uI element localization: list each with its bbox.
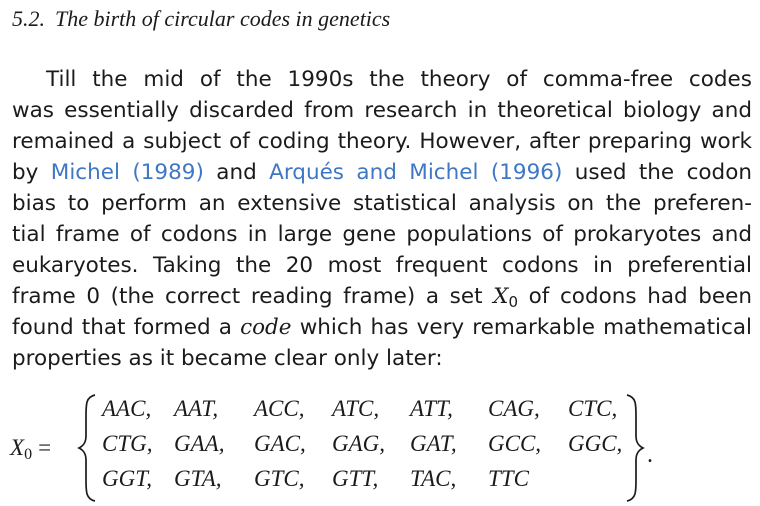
codon: GGT, [102,466,153,491]
equation-lhs [10,435,51,464]
codon: GGC, [568,431,623,456]
codon: TTC [488,466,529,491]
codon: TAC, [410,466,457,491]
section-title: The birth of circular codes in genetics [55,6,391,31]
paragraph-line [12,281,752,312]
codon: GTT, [332,466,379,491]
codon: GAG, [332,431,386,456]
text-span: by [12,160,51,185]
codon: GAA, [174,431,225,456]
codon: CAG, [488,396,540,421]
text-span: used the codon [562,160,752,185]
section-heading [12,6,390,32]
codon: AAC, [102,396,152,421]
set-subscript: 0 [508,293,519,311]
section-number: 5.2. [12,6,45,31]
paragraph-line: was essentially discarded from research in theoretical biology and [12,98,752,123]
paragraph-line: tial frame of codons in large gene populations of prokaryotes and [12,222,752,247]
text-span: frame 0 (the correct reading frame) a set [12,284,494,309]
equation-subscript: 0 [24,446,33,463]
right-brace-icon [624,392,646,504]
set-symbol: X [493,284,509,309]
paragraph-line [12,157,752,188]
codon: CTC, [568,396,618,421]
paragraph-line: eukaryotes. Taking the 20 most frequent codons in preferential [12,253,752,278]
paragraph-line: Till the mid of the 1990s the theory of comma-free codes [46,67,752,92]
paragraph-line: remained a subject of coding theory. However, after preparing work [12,129,752,154]
codon: GTA, [174,466,222,491]
left-brace-icon [76,392,98,504]
paragraph-line [12,312,752,343]
codon: ATT, [410,396,453,421]
codon: GCC, [488,431,542,456]
codon: GAT, [410,431,457,456]
text-span: found that formed a [12,315,241,340]
text-span: of codons had been [518,284,753,309]
codon: ACC, [254,396,305,421]
text-span: which has very remarkable mathematical [291,315,752,340]
emphasis-code: code [240,315,292,340]
equals-sign: = [38,435,52,460]
citation-link-michel-1989[interactable]: Michel (1989) [50,160,204,185]
codon: CTG, [102,431,153,456]
equation-symbol: X [10,435,25,460]
paragraph-line: bias to perform an extensive statistical analysis on the preferen- [12,191,752,216]
codon: GAC, [254,431,306,456]
codon: GTC, [254,466,305,491]
codon: AAT, [174,396,219,421]
codon: ATC, [332,396,380,421]
equation-period: . [647,442,653,468]
text-span: and [203,160,270,185]
equation-x0 [0,392,760,506]
citation-link-arques-michel-1996[interactable]: Arqués and Michel (1996) [269,160,563,185]
paragraph-line: properties as it became clear only later: [12,346,443,371]
